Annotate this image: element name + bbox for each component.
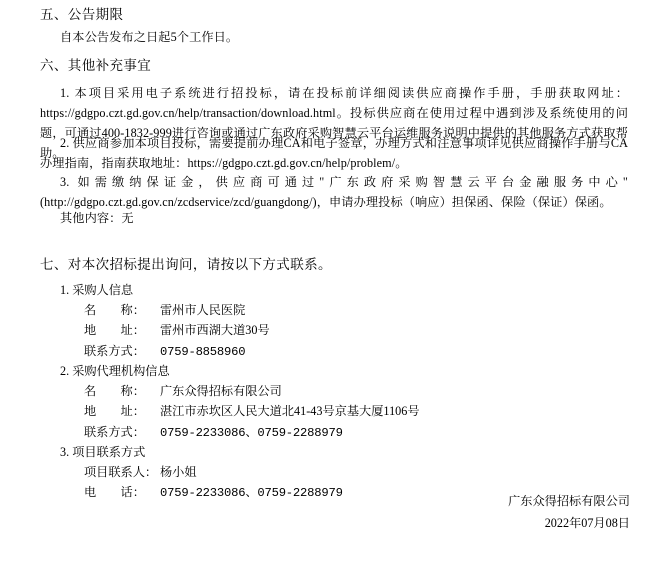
contact-label-1-1: 名 称： <box>84 303 145 317</box>
contact-value-2-1: 广东众得招标有限公司 <box>160 384 282 398</box>
contact-label-2-2: 地 址： <box>84 404 145 418</box>
signature-company: 广东众得招标有限公司 <box>508 494 630 508</box>
section-heading-5: 五、公告期限 <box>40 7 124 22</box>
section-heading-7: 七、对本次招标提出询问，请按以下方式联系。 <box>40 257 332 272</box>
contact-value-3-2: 0759-2233086、0759-2288979 <box>160 486 343 500</box>
contact-group-title-1: 1. 采购人信息 <box>60 283 134 297</box>
section-6-paragraph-2: 2. 供应商参加本项目投标，需要提前办理CA和电子签章，办理方式和注意事项详见供应商操作手册与CA办理指南，指南获取地址：https://gdgpo.czt.gd.gov.cn/help/problem/。 <box>40 136 628 170</box>
contact-value-1-3: 0759-8858960 <box>160 345 246 359</box>
section-heading-6: 六、其他补充事宜 <box>40 58 152 73</box>
contact-label-1-2: 地 址： <box>84 323 145 337</box>
contact-value-3-1: 杨小姐 <box>160 465 197 479</box>
section-6-paragraph-1: 1. 本项目采用电子系统进行招投标，请在投标前详细阅读供应商操作手册，手册获取网址：https://gdgpo.czt.gd.gov.cn/help/transaction/download.html。投标供应商在使用过程中遇到涉及系统使用的问题，可通过400-1832-999进行咨询或通过广东政府采购智慧云平台运维服务说明中提供的其他服务方式获取帮助。 <box>40 86 628 160</box>
contact-label-1-3: 联系方式： <box>84 344 145 358</box>
signature-date: 2022年07月08日 <box>544 516 630 530</box>
contact-value-2-2: 湛江市赤坎区人民大道北41-43号京基大厦1106号 <box>160 404 420 418</box>
contact-value-2-3: 0759-2233086、0759-2288979 <box>160 426 343 440</box>
section-6-paragraph-4: 其他内容：无 <box>60 211 134 225</box>
contact-group-title-3: 3. 项目联系方式 <box>60 445 146 459</box>
contact-label-3-1: 项目联系人： <box>84 465 158 479</box>
section-6-paragraph-3: 3. 如需缴纳保证金，供应商可通过"广东政府采购智慧云平台金融服务中心"(http://gdgpo.czt.gd.gov.cn/zcdservice/zcd/guangdong/)，申请办理投标（响应）担保函、保险（保证）保函。 <box>40 175 628 209</box>
contact-label-3-2: 电 话： <box>84 485 145 499</box>
contact-value-1-1: 雷州市人民医院 <box>160 303 246 317</box>
contact-value-1-2: 雷州市西湖大道30号 <box>160 323 270 337</box>
contact-group-title-2: 2. 采购代理机构信息 <box>60 364 170 378</box>
contact-label-2-3: 联系方式： <box>84 425 145 439</box>
section-5-paragraph-1: 自本公告发布之日起5个工作日。 <box>60 30 239 44</box>
contact-label-2-1: 名 称： <box>84 384 145 398</box>
